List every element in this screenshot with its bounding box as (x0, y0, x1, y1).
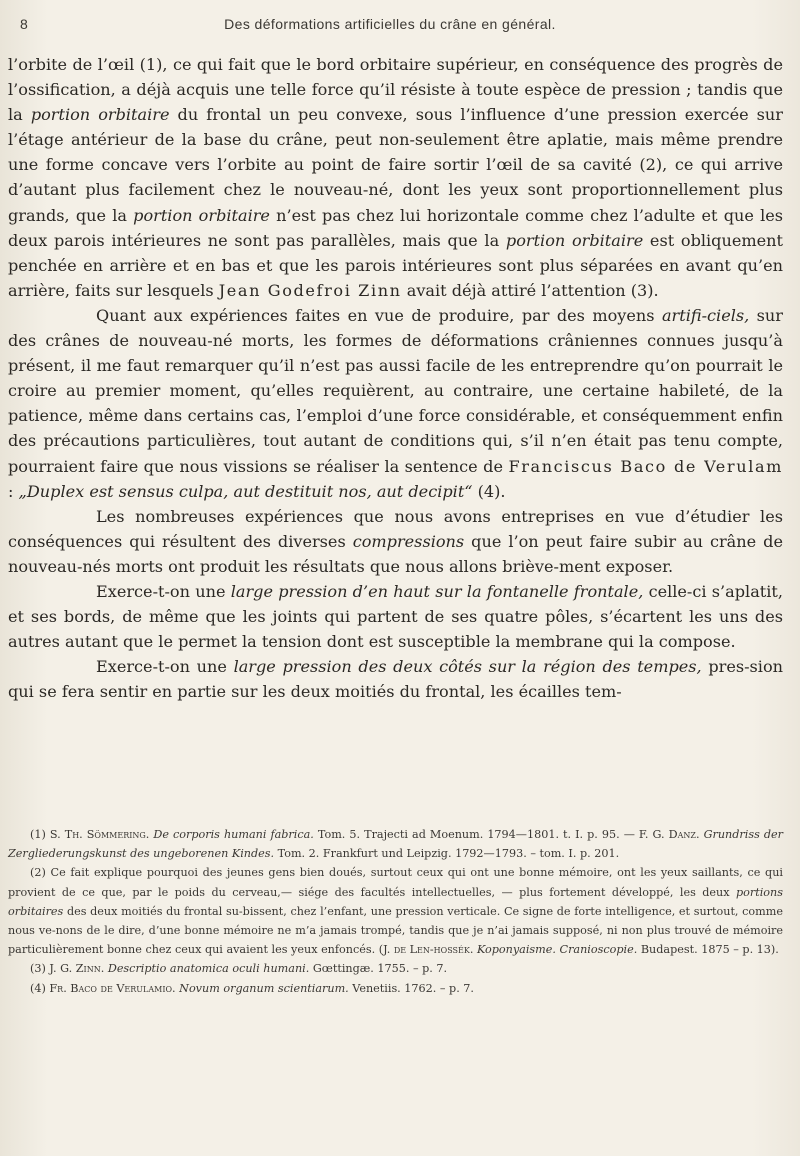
page-number: 8 (20, 16, 28, 32)
footnote-4 (8, 979, 783, 998)
running-head (20, 16, 760, 38)
running-title: Des déformations artificielles du crâne en général. (224, 16, 556, 32)
text-run: Exerce-t-on une (96, 657, 234, 677)
spaced-name: Jean Godefroi Zinn (218, 280, 402, 300)
author-name: Zinn. (75, 962, 105, 976)
italic-text: large pression des deux côtés sur la région des tempes, (233, 657, 702, 677)
text-run: Gœttingæ. 1755. – p. 7. (309, 962, 448, 976)
footnote-1 (8, 825, 783, 863)
italic-text: artifi-ciels, (661, 305, 750, 325)
text-run: (2) Ce fait explique pourquoi des jeunes gens bien doués, surtout ceux qui ont une bonne mémoire, ont les yeux saillants, ce qui provient de ce que, par le poids du cerveau,— siége des facultés intellectuelles, — plus fortement développé, les deux (8, 866, 783, 899)
text-run: pres-sion qui se fera sentir en partie sur les deux moitiés du frontal, les écailles tem- (8, 657, 783, 702)
italic-text: portion orbitaire (505, 230, 644, 250)
text-run: Les nombreuses expériences que nous avons entreprises en vue d’étudier les conséquences qui résultent des diverses (8, 506, 783, 551)
author-name: Danz. (668, 828, 700, 841)
italic-text: De corporis humani fabrica. (153, 828, 314, 841)
text-run: (4) (30, 981, 50, 995)
body-text (8, 52, 783, 704)
italic-text: portion orbitaire (133, 205, 270, 225)
italic-text: compressions (352, 531, 465, 551)
text-run: que l’on peut faire subir au crâne de nouveau-nés morts ont produit les résultats que nous allons briève-ment exposer. (8, 531, 783, 576)
text-run: Quant aux expériences faites en vue de produire, par des moyens (96, 305, 662, 325)
italic-text: Descriptio anatomica oculi humani. (107, 962, 310, 976)
author-name: Fr. Baco de Verulamio. (49, 981, 176, 995)
italic-text: portion orbitaire (30, 105, 170, 125)
text-run: Venetiis. 1762. – p. 7. (348, 981, 474, 995)
paragraph-5 (8, 654, 783, 704)
paragraph-2 (8, 303, 783, 504)
footnote-3 (8, 959, 783, 978)
text-run: (3) J. G. (30, 962, 76, 976)
text-run: Exerce-t-on une (96, 581, 231, 601)
text-run: avait déjà attiré l’attention (3). (401, 280, 659, 300)
spaced-name: Franciscus Baco de Verulam (508, 456, 783, 476)
footnotes (8, 825, 783, 998)
text-run: est obliquement penchée en arrière et en bas et que les parois intérieures sont plus séparées en avant qu’en arrière, faits sur lesquels (8, 230, 783, 300)
text-run: Tom. 5. Trajecti ad Moenum. 1794—1801. t. I. p. 95. — F. G. (313, 828, 669, 841)
italic-text: Novum organum scientiarum. (179, 981, 349, 995)
author-name: Th. Sömmering. (64, 828, 150, 841)
text-run: Budapest. 1875 – p. 13). (637, 943, 779, 957)
italic-text: „Duplex est sensus culpa, aut destituit nos, aut decipit“ (18, 481, 473, 501)
paragraph-1 (8, 52, 783, 303)
footnote-2 (8, 863, 783, 959)
italic-text: Grundriss der Zergliederungskunst des ungeborenen Kindes. (8, 828, 783, 861)
text-run: l’orbite de l’œil (1), ce qui fait que le bord orbitaire supérieur, en conséquence des progrès de l’ossification, a déjà acquis une telle force qu’il résiste à toute espèce de pression ; tandis que la (8, 55, 783, 125)
text-run: celle-ci s’aplatit, et ses bords, de même que les joints qui partent de ses quatre pôles, s’écartent les uns des autres autant que le permet la tension dont est susceptible la membrane qui la compose. (8, 581, 783, 652)
paragraph-4 (8, 579, 783, 654)
italic-text: Koponyaisme. Cranioscopie. (476, 943, 638, 957)
text-run: Tom. 2. Frankfurt und Leipzig. 1792—1793. – tom. I. p. 201. (274, 847, 620, 861)
italic-text: large pression d’en haut sur la fontanelle frontale, (230, 581, 644, 601)
italic-text: portions orbitaires (8, 885, 783, 918)
paragraph-3 (8, 504, 783, 579)
text-run: (1) S. (30, 828, 65, 841)
text-run: (4). (472, 481, 506, 501)
text-run: des deux moitiés du frontal su-bissent, chez l’enfant, une pression verticale. Ce signe de forte intelligence, et surtout, comme nous ve-nons de le dire, d’une bonne mémoire ne m’a jamais trompé, tandis que je n’ai jamais supposé, ni non plus trouvé de mémoire particulièrement bonne chez ceux qui avaient les yeux enfoncés. (J. (8, 904, 783, 957)
author-name: de Len-hossék. (393, 943, 474, 957)
text-run: sur des crânes de nouveau-né morts, les formes de déformations crâniennes connues jusqu’à présent, il me faut remarquer qu’il n’est pas aussi facile de les entreprendre qu’on pourrait le croire au premier moment, qu’elles requièrent, au contraire, une certaine habileté, de la patience, même dans certains cas, l’emploi d’une force considérable, et conséquemment enfin des précautions particulières, tout autant de conditions qui, s’il n’en était pas tenu compte, pourraient faire que nous vissions se réaliser la sentence de (8, 305, 783, 476)
text-run: : (8, 481, 19, 501)
text-run: n’est pas chez lui horizontale comme chez l’adulte et que les deux parois intérieures ne sont pas parallèles, mais que la (8, 205, 784, 250)
text-run: du frontal un peu convexe, sous l’influence d’une pression exercée sur l’étage antérieur de la base du crâne, peut non-seulement être aplatie, mais même prendre une forme concave vers l’orbite au point de faire sortir l’œil de sa cavité (2), ce qui arrive d’autant plus facilement chez le nouveau-né, dont les yeux sont proportionnellement plus grands, que la (8, 105, 783, 225)
